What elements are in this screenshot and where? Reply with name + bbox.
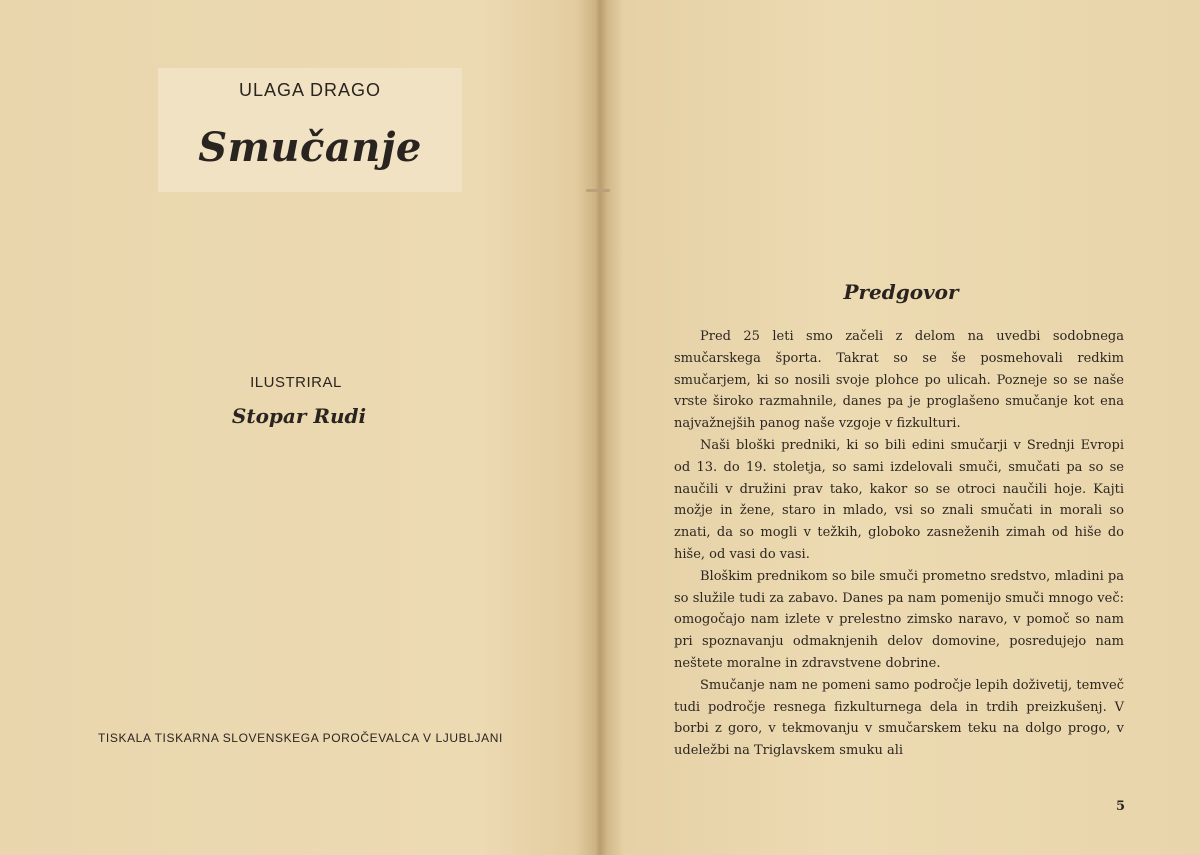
paragraph: Naši bloški predniki, ki so bili edini smučarji v Srednji Evropi od 13. do 19. stoletja, so sami izdelovali smuči, smučati pa so se naučili v družini prav tako, kakor so se otroci naučili hoje. Kajti možje in žene, staro in mlado, vsi so znali smučati in morali so znati, da so mogli v težkih, globoko zasneženih zimah od hiše do hiše, od vasi do vasi.: [674, 437, 1124, 562]
paragraph: Pred 25 leti smo začeli z delom na uvedbi sodobnega smučarskega športa. Takrat so se še posmehovali redkim smučarjem, ki so nosili svoje plohce po ulicah. Pozneje so se naše vrste široko razmahnile, danes pa je proglašeno smučanje kot ena najvažnejših panog naše vzgoje v fizkulturi.: [674, 329, 1124, 432]
illustrated-by-label: [0, 374, 598, 391]
page-number: 5: [1116, 799, 1126, 814]
preface-body: [674, 326, 1124, 762]
right-page: [602, 0, 1200, 855]
paragraph: Smučanje nam ne pomeni samo področje lepih doživetij, temveč tudi področje resnega fizkulturnega dela in trdih preizkušenj. V borbi z goro, v tekmovanju v smučarskem teku na dolgo progo, v udeležbi na Triglavskem smuku ali: [674, 677, 1124, 759]
author-name: ULAGA DRAGO: [238, 80, 382, 100]
illustrated-by-text: ILUSTRIRAL: [250, 374, 342, 391]
illustrator-name: Stopar Rudi: [231, 404, 367, 428]
printer-imprint: TISKALA TISKARNA SLOVENSKEGA POROČEVALCA V LJUBLJANI: [98, 731, 503, 745]
book-title: Smučanje: [198, 124, 422, 171]
left-page: [0, 0, 598, 855]
paragraph: Bloškim prednikom so bile smuči prometno sredstvo, mladini pa so služile tudi za zabavo. Danes pa nam pomenijo smuči mnogo več: omogočajo nam izlete v prelestno zimsko naravo, v pomoč so nam pri spoznavanju odmaknjenih delov domovine, posredujejo nam neštete moralne in zdravstvene dobrine.: [674, 568, 1124, 671]
title-label-box: [158, 68, 462, 192]
preface-heading: Predgovor: [843, 280, 959, 304]
